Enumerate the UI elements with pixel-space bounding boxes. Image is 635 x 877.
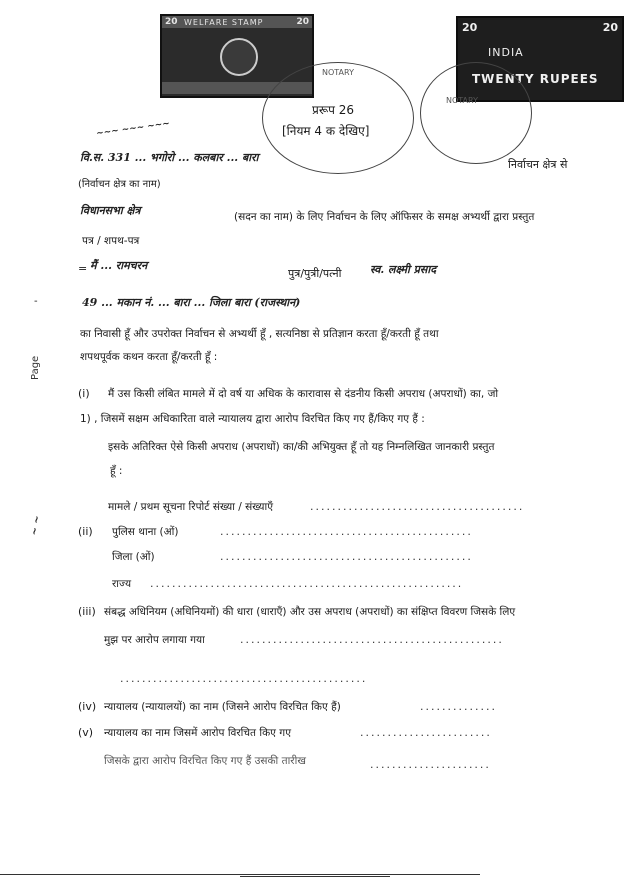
sections-label: संबद्ध अधिनियम (अधिनियमों) की धारा (धाराएँ) और उस अपराध (अपराधों) का संक्षिप्त विवरण जिसके लिए: [104, 606, 516, 618]
accused-statement: इसके अतिरिक्त ऐसे किसी अपराध (अपराधों) का/की अभियुक्त हूँ तो यह निम्नलिखित जानकारी प्रस्तुत: [108, 441, 495, 453]
state-field: .........................................................: [150, 577, 464, 590]
house-name-handwritten: विधानसभा क्षेत्र: [80, 204, 141, 217]
seal-text-2: NOTARY: [446, 96, 478, 105]
constituency-caption: (निर्वाचन क्षेत्र का नाम): [78, 179, 161, 190]
stamp-left-corner-tr: 20: [296, 17, 309, 27]
court-charged-field: ........................: [360, 726, 492, 739]
marker-5: (v): [78, 726, 94, 739]
relation-label: पुत्र/पुत्री/पत्नी: [288, 267, 342, 280]
police-station-label: पुलिस थाना (ओं): [112, 526, 179, 538]
address-handwritten: 49 ... मकान नं. ... बारा ... जिला बारा (राजस्थान): [82, 296, 301, 309]
emblem-icon: [220, 38, 258, 76]
notary-seal-right: [420, 62, 532, 164]
footer-rule: [0, 874, 480, 875]
constituency-label: निर्वाचन क्षेत्र से: [508, 158, 568, 171]
candidate-name-handwritten: मैं ... रामचरन: [90, 259, 148, 272]
marker-3: (iii): [78, 605, 96, 618]
marker-4: (iv): [78, 700, 97, 713]
charged-label: मुझ पर आरोप लगाया गया: [104, 634, 205, 646]
constituency-name-handwritten: वि.स. 331 ... भगोरो ... कलबार ... बारा: [80, 151, 259, 164]
marker-2: (ii): [78, 525, 93, 538]
form-number: प्ररूप 26: [312, 103, 355, 117]
declaration-line-1: का निवासी हूँ और उपरोक्त निर्वाचन से अभ्यर्थी हूँ , सत्यनिष्ठा से प्रतिज्ञान करता हूँ/करती हूँ तथा: [80, 328, 439, 340]
stamp-left-corner-tl: 20: [165, 17, 178, 27]
date-framed-label: जिसके द्वारा आरोप विरचित किए गए हैं उसकी तारीख: [104, 755, 306, 767]
notary-seal-left: [262, 62, 414, 174]
court-name-field: ..............: [420, 700, 497, 713]
side-page-note: Page: [30, 355, 41, 380]
stamp-denomination: TWENTY RUPEES: [472, 72, 599, 86]
marker-1: (i): [78, 387, 90, 400]
court-name-label: न्यायालय (न्यायालयों) का नाम (जिसने आरोप विरचित किए हैं): [104, 701, 341, 713]
declaration-line-2: शपथपूर्वक कथन करता हूँ/करती हूँ :: [80, 351, 218, 363]
document-type: पत्र / शपथ-पत्र: [82, 235, 140, 247]
date-framed-field: ......................: [370, 758, 491, 771]
parent-name-handwritten: स्व. लक्ष्मी प्रसाद: [370, 263, 437, 276]
accused-statement-end: हूँ :: [110, 465, 123, 477]
fir-number-field: .......................................: [310, 500, 525, 513]
pending-case-statement: मैं उस किसी लंबित मामले में दो वर्ष या अधिक के कारावास से दंडनीय किसी अपराध (अपराधों) का, जो: [108, 388, 499, 400]
marker-equals: =: [78, 262, 88, 275]
charges-field-2: .............................................: [120, 672, 368, 685]
house-label: (सदन का नाम) के लिए निर्वाचन के लिए ऑफिसर के समक्ष अभ्यर्थी द्वारा प्रस्तुत: [234, 211, 535, 223]
side-initials: ~ ~: [28, 514, 44, 537]
district-label: जिला (ओं): [112, 551, 155, 563]
charges-field: ................................................: [240, 633, 504, 646]
state-label: राज्य: [112, 578, 132, 590]
district-field: ..............................................: [220, 550, 473, 563]
handwritten-note: ~~~ ~~~ ~~~: [95, 118, 171, 140]
welfare-stamp-text: WELFARE STAMP: [184, 18, 264, 27]
court-charged-label: न्यायालय का नाम जिसमें आरोप विरचित किए गए: [104, 727, 292, 739]
rule-reference: [नियम 4 क देखिए]: [282, 124, 370, 138]
fir-number-label: मामले / प्रथम सूचना रिपोर्ट संख्या / संख्याएँ: [108, 501, 274, 513]
charges-framed-statement: 1) , जिसमें सक्षम अधिकारिता वाले न्यायालय द्वारा आरोप विरचित किए गए हैं/किए गए हैं :: [80, 413, 425, 425]
stamp-country: INDIA: [488, 46, 524, 59]
stamp-right-corner-tl: 20: [462, 21, 478, 34]
side-mark: -: [34, 296, 38, 307]
police-station-field: ..............................................: [220, 525, 473, 538]
stamp-right-corner-tr: 20: [602, 21, 618, 34]
seal-text: NOTARY: [322, 68, 354, 77]
